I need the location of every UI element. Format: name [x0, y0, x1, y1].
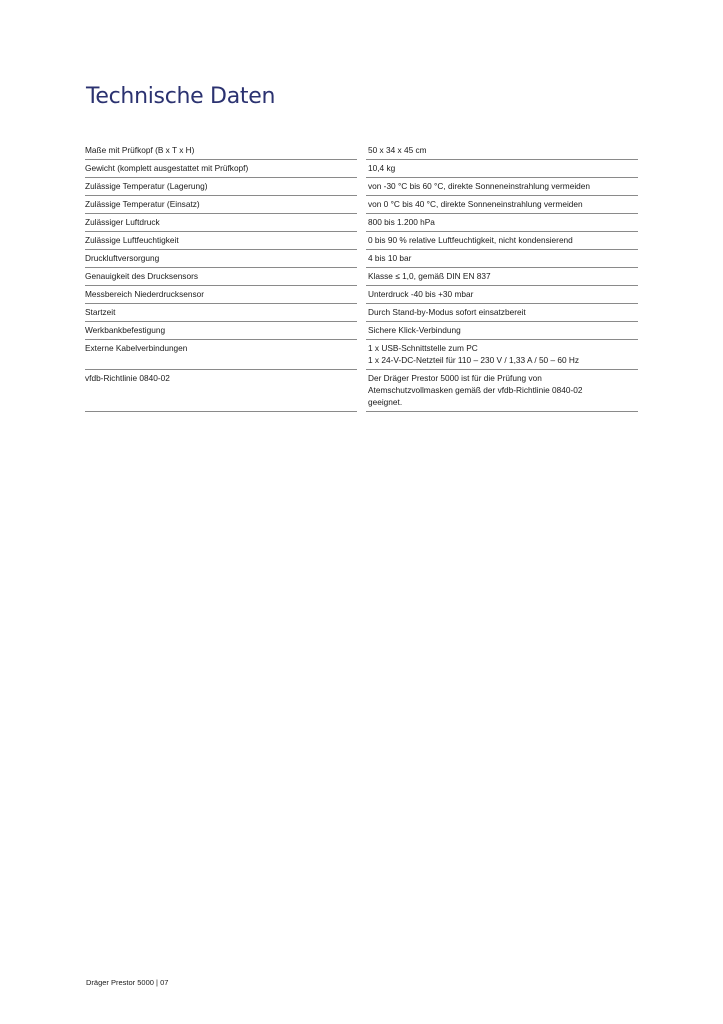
- spec-label: Werkbankbefestigung: [85, 322, 357, 340]
- spec-row: [85, 322, 638, 340]
- spec-value: 1 x USB-Schnittstelle zum PC 1 x 24-V-DC-Netzteil für 110 – 230 V / 1,33 A / 50 – 60 Hz: [366, 340, 638, 370]
- spec-label: Zulässiger Luftdruck: [85, 214, 357, 232]
- spec-label: Messbereich Niederdrucksensor: [85, 286, 357, 304]
- spec-value: Durch Stand-by-Modus sofort einsatzbereit: [366, 304, 638, 322]
- spec-row: [85, 340, 638, 370]
- spec-value: Unterdruck -40 bis +30 mbar: [366, 286, 638, 304]
- spec-value: 0 bis 90 % relative Luftfeuchtigkeit, nicht kondensierend: [366, 232, 638, 250]
- spec-value: Sichere Klick-Verbindung: [366, 322, 638, 340]
- spec-row: [85, 142, 638, 160]
- spec-label: Zulässige Temperatur (Einsatz): [85, 196, 357, 214]
- page-footer: Dräger Prestor 5000 | 07: [86, 978, 169, 987]
- spec-row: [85, 250, 638, 268]
- spec-label: Gewicht (komplett ausgestattet mit Prüfkopf): [85, 160, 357, 178]
- spec-row: [85, 160, 638, 178]
- spec-value: Der Dräger Prestor 5000 ist für die Prüfung von Atemschutzvollmasken gemäß der vfdb-Richtlinie 0840-02 geeignet.: [366, 370, 638, 412]
- spec-label: Startzeit: [85, 304, 357, 322]
- spec-label: Externe Kabelverbindungen: [85, 340, 357, 370]
- spec-label: vfdb-Richtlinie 0840-02: [85, 370, 357, 412]
- spec-row: [85, 370, 638, 412]
- spec-row: [85, 268, 638, 286]
- spec-label: Zulässige Temperatur (Lagerung): [85, 178, 357, 196]
- spec-row: [85, 232, 638, 250]
- spec-label: Druckluftversorgung: [85, 250, 357, 268]
- spec-row: [85, 196, 638, 214]
- spec-row: [85, 286, 638, 304]
- spec-label: Zulässige Luftfeuchtigkeit: [85, 232, 357, 250]
- spec-label: Genauigkeit des Drucksensors: [85, 268, 357, 286]
- spec-row: [85, 178, 638, 196]
- spec-value: 10,4 kg: [366, 160, 638, 178]
- spec-value: von 0 °C bis 40 °C, direkte Sonneneinstrahlung vermeiden: [366, 196, 638, 214]
- spec-value: 800 bis 1.200 hPa: [366, 214, 638, 232]
- spec-table: [85, 142, 638, 412]
- spec-value: 50 x 34 x 45 cm: [366, 142, 638, 160]
- spec-value: von -30 °C bis 60 °C, direkte Sonneneinstrahlung vermeiden: [366, 178, 638, 196]
- spec-value: Klasse ≤ 1,0, gemäß DIN EN 837: [366, 268, 638, 286]
- spec-value: 4 bis 10 bar: [366, 250, 638, 268]
- spec-row: [85, 304, 638, 322]
- page-title: Technische Daten: [86, 84, 276, 109]
- spec-label: Maße mit Prüfkopf (B x T x H): [85, 142, 357, 160]
- spec-row: [85, 214, 638, 232]
